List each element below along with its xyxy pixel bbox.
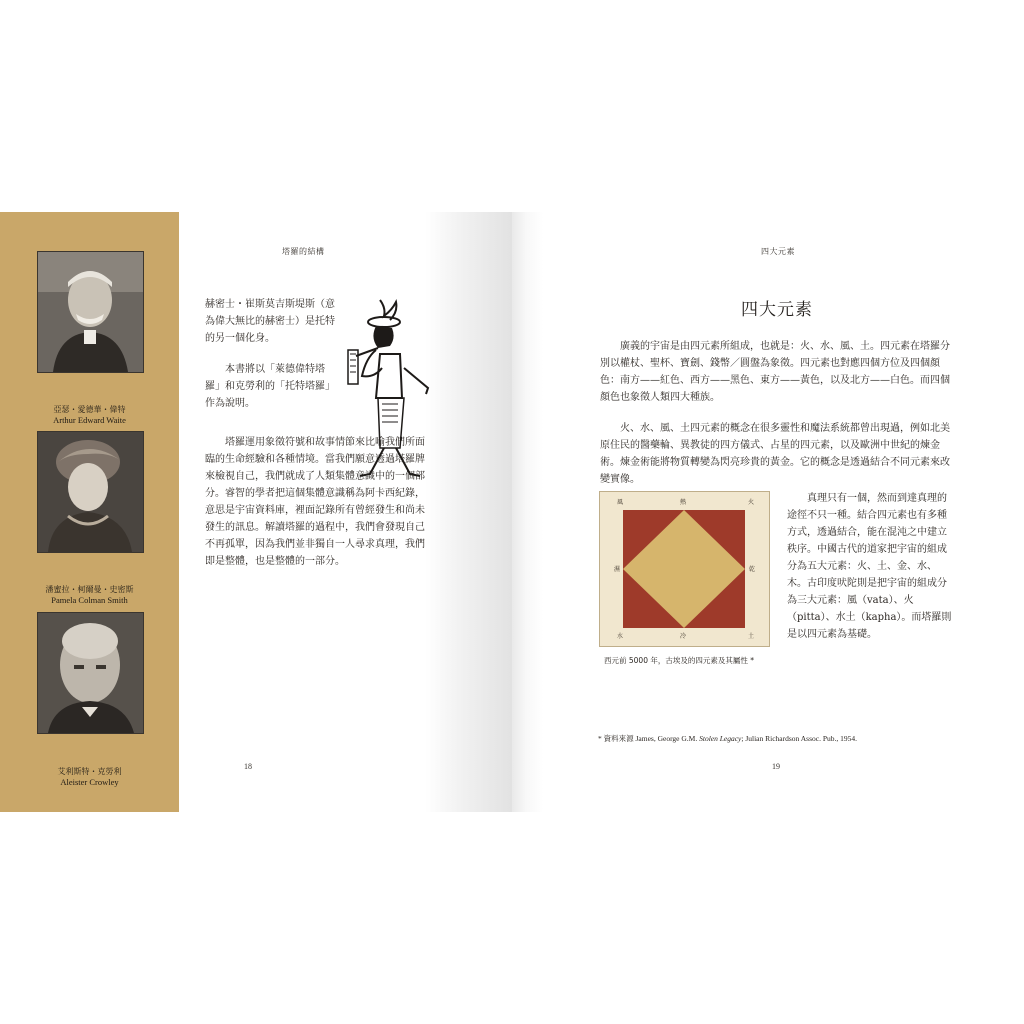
label-dry: 乾 <box>749 566 756 573</box>
left-folio: 18 <box>244 762 252 771</box>
left-running-head: 塔羅的結構 <box>282 247 325 256</box>
caption-chinese: 亞瑟・愛德華・偉特 <box>53 405 126 414</box>
label-fire: 火 <box>748 499 755 506</box>
portrait-photo-crowley <box>37 612 144 734</box>
label-water: 水 <box>617 633 624 640</box>
portrait-sidebar <box>0 212 179 812</box>
four-elements-diagram <box>599 491 770 647</box>
portrait-caption-crowley <box>0 767 179 787</box>
footnote-suffix: ; Julian Richardson Assoc. Pub., 1954. <box>741 734 858 743</box>
right-text-upper <box>600 338 956 502</box>
caption-chinese: 潘蜜拉・柯爾曼・史密斯 <box>45 585 134 594</box>
label-air: 風 <box>617 499 624 506</box>
thoth-illustration <box>340 298 435 480</box>
portrait-caption-waite <box>0 405 179 425</box>
paragraph-tarot-symbols: 塔羅運用象徵符號和故事情節來比喻我們所面臨的生命經驗和各種情境。當我們願意透過塔羅牌來檢視自己，我們就成了人類集體意識中的一個部分。睿智的學者把這個集體意識稱為阿卡西紀錄，意思是宇宙資料庫，裡面記錄所有曾經發生和尚未發生的訊息。解讀塔羅的過程中，我們會發現自己不再孤單，因為我們並非獨自一人尋求真理，我們即是整體，也是整體的一部分。 <box>205 437 425 567</box>
label-cold: 冷 <box>680 633 687 640</box>
portrait-caption-smith <box>0 585 179 605</box>
footnote-prefix: * 資料來源 James, George G.M. <box>598 734 700 743</box>
right-text-side <box>787 490 955 657</box>
footnote <box>598 733 857 744</box>
paragraph-elements-history: 火、水、風、土四元素的概念在很多靈性和魔法系統都曾出現過，例如北美原住民的醫藥輪、異教徒的四方儀式、占星的四元素，以及歐洲中世紀的煉金術。煉金術能將物質轉變為閃亮珍貴的黃金。它的概念是透過結合不同元素來改變實像。 <box>600 423 950 485</box>
figure-caption: 西元前 5000 年，古埃及的四元素及其屬性 * <box>604 656 754 665</box>
caption-english: Pamela Colman Smith <box>51 595 128 605</box>
label-wet: 濕 <box>614 566 621 573</box>
portrait-photo-waite <box>37 251 144 373</box>
caption-chinese: 艾利斯特・克勞利 <box>57 767 122 776</box>
diagram-graphic <box>600 492 769 646</box>
paragraph-truth: 真理只有一個，然而到達真理的途徑不只一種。結合四元素也有多種方式，透過結合，能在混沌之中建立秩序。中國古代的道家把宇宙的組成分為五大元素：火、土、金、水、木。古印度吠陀則是把宇宙的組成分為三大元素：風（vata）、火（pitta）、水土（kapha）。而塔羅則是以四元素為基礎。 <box>787 493 952 640</box>
paragraph-elements-intro: 廣義的宇宙是由四元素所組成，也就是：火、水、風、土。四元素在塔羅分別以權杖、聖杯、寶劍、錢幣／圓盤為象徵。四元素也對應四個方位及四個顏色：南方——紅色、西方——黑色、東方——黃色，以及北方——白色。而四個顏色也象徵人類四大種族。 <box>600 341 950 403</box>
right-running-head: 四大元素 <box>761 247 795 256</box>
right-folio: 19 <box>772 762 780 771</box>
left-text-upper <box>205 296 338 426</box>
caption-english: Aleister Crowley <box>60 777 119 787</box>
caption-english: Arthur Edward Waite <box>53 415 126 425</box>
label-earth: 土 <box>748 633 755 640</box>
portrait-photo-smith <box>37 431 144 553</box>
label-hot: 熱 <box>680 499 687 506</box>
footnote-book-title: Stolen Legacy <box>699 734 742 743</box>
paragraph-hermes: 赫密士・崔斯莫吉斯堤斯（意為偉大無比的赫密士）是托特的另一個化身。 <box>205 299 335 344</box>
paragraph-decks: 本書將以「萊德偉特塔羅」和克勞利的「托特塔羅」作為說明。 <box>205 364 335 409</box>
section-title: 四大元素 <box>741 300 813 320</box>
